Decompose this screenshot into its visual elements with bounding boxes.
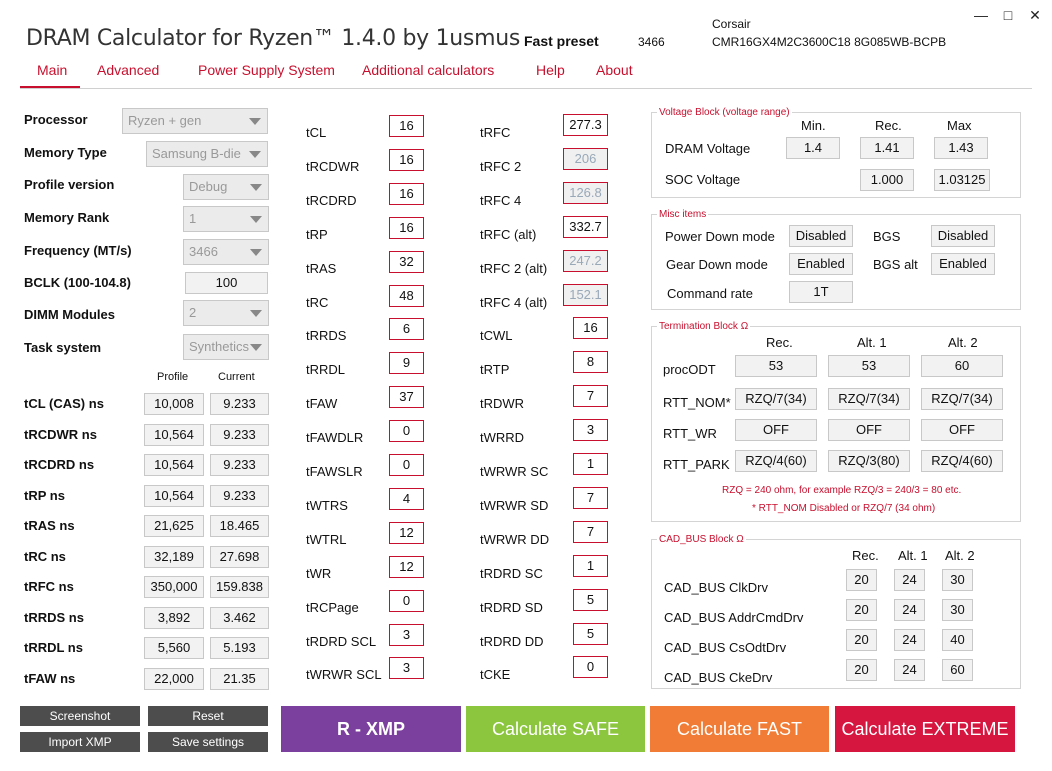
timing-label: tRFC 2 (alt): [480, 260, 548, 276]
cadbus-row-label: CAD_BUS CsOdtDrv: [664, 640, 787, 655]
timing-input[interactable]: 37: [389, 386, 424, 408]
termination-row-label: RTT_PARK: [663, 457, 730, 472]
profile-version-label: Profile version: [24, 177, 115, 192]
task-system-value: Synthetics: [189, 339, 249, 354]
cadbus-alt2-value[interactable]: 40: [942, 629, 973, 651]
cadbus-row-label: CAD_BUS AddrCmdDrv: [664, 610, 804, 625]
gear-down-label: Gear Down mode: [666, 257, 768, 272]
timing-input[interactable]: 5: [573, 589, 608, 611]
timing-label: tRTP: [480, 362, 510, 378]
cadbus-alt2-value[interactable]: 60: [942, 659, 973, 681]
timing-input[interactable]: 1: [573, 453, 608, 475]
cadbus-alt1-value[interactable]: 24: [894, 629, 925, 651]
ns-row-profile: 10,008: [144, 393, 204, 415]
timing-input[interactable]: 4: [389, 488, 424, 510]
timing-label: tRRDS: [306, 328, 347, 344]
timing-label: tRFC 4 (alt): [480, 294, 548, 310]
misc-block-title: Misc items: [659, 209, 707, 220]
timing-input[interactable]: 16: [389, 149, 424, 171]
timing-input[interactable]: 8: [573, 351, 608, 373]
timing-input[interactable]: 7: [573, 521, 608, 543]
timing-label: tRC: [306, 294, 329, 310]
memory-part-number: CMR16GX4M2C3600C18 8G085WB-BCPB: [712, 35, 947, 49]
dimm-modules-label: DIMM Modules: [24, 307, 115, 322]
timing-label: tRFC 2: [480, 158, 522, 174]
termination-alt2-value[interactable]: RZQ/7(34): [921, 388, 1003, 410]
tab-about[interactable]: About: [596, 62, 633, 78]
chevron-down-icon: [250, 249, 262, 256]
timing-label: tWRRD: [480, 430, 525, 446]
ns-row-profile: 32,189: [144, 546, 204, 568]
cadbus-rec-header: Rec.: [852, 548, 879, 563]
timing-input: 152.1: [563, 284, 608, 306]
memory-rank-select[interactable]: [183, 206, 269, 232]
termination-alt1-header: Alt. 1: [857, 335, 887, 350]
timing-label: tFAW: [306, 396, 338, 412]
voltage-max-header: Max: [947, 118, 972, 133]
timing-label: tWRWR SC: [480, 464, 549, 479]
voltage-block-title: Voltage Block (voltage range): [659, 107, 790, 118]
ns-row-profile: 10,564: [144, 424, 204, 446]
frequency-value: 3466: [189, 244, 218, 259]
ns-row-label: tRAS ns: [24, 518, 75, 533]
termination-note-rzq: RZQ = 240 ohm, for example RZQ/3 = 240/3 = 80 etc.: [722, 485, 962, 496]
processor-value: Ryzen + gen: [128, 113, 202, 128]
memory-rank-label: Memory Rank: [24, 210, 110, 225]
timing-input[interactable]: 7: [573, 385, 608, 407]
import-xmp-button[interactable]: Import XMP: [20, 732, 140, 752]
app-title: DRAM Calculator for Ryzen™ 1.4.0 by 1usmus: [26, 26, 521, 51]
ns-row-current: 3.462: [210, 607, 269, 629]
cadbus-row-label: CAD_BUS ClkDrv: [664, 580, 769, 595]
timing-input[interactable]: 12: [389, 556, 424, 578]
ns-row-current: 9.233: [210, 485, 269, 507]
termination-block-title: Termination Block Ω: [659, 321, 749, 332]
r-xmp-button[interactable]: R - XMP: [281, 706, 461, 752]
timing-label: tWTRL: [306, 531, 347, 547]
ns-row-current: 9.233: [210, 424, 269, 446]
frequency-select[interactable]: [183, 239, 269, 265]
ns-row-current: 9.233: [210, 454, 269, 476]
chevron-down-icon: [249, 118, 261, 125]
chevron-down-icon: [250, 216, 262, 223]
termination-alt2-value[interactable]: OFF: [921, 419, 1003, 441]
cadbus-alt1-value[interactable]: 24: [894, 569, 925, 591]
ns-row-current: 159.838: [210, 576, 269, 598]
ns-profile-header: Profile: [157, 371, 189, 383]
calculate-extreme-button[interactable]: Calculate EXTREME: [835, 706, 1015, 752]
termination-alt2-value[interactable]: 60: [921, 355, 1003, 377]
ns-row-profile: 10,564: [144, 485, 204, 507]
timing-input[interactable]: 9: [389, 352, 424, 374]
termination-row-label: RTT_NOM*: [663, 395, 731, 410]
timing-input[interactable]: 3: [389, 657, 424, 679]
timing-label: tRAS: [306, 260, 337, 276]
termination-alt1-value[interactable]: OFF: [828, 419, 910, 441]
minimize-button[interactable]: —: [974, 7, 988, 23]
timing-label: tRCPage: [306, 599, 359, 615]
timing-input[interactable]: 0: [389, 590, 424, 612]
cadbus-alt2-value[interactable]: 30: [942, 599, 973, 621]
preset-label: Fast preset: [524, 33, 599, 49]
chevron-down-icon: [250, 310, 262, 317]
termination-rec-value[interactable]: OFF: [735, 419, 817, 441]
cadbus-rec-value[interactable]: 20: [846, 659, 877, 681]
bgs-value[interactable]: Disabled: [931, 225, 995, 247]
timing-input[interactable]: 0: [389, 420, 424, 442]
timing-label: tWTRS: [306, 497, 348, 513]
dram-voltage-label: DRAM Voltage: [665, 141, 751, 156]
timing-label: tCWL: [480, 328, 513, 344]
ns-row-label: tCL (CAS) ns: [24, 396, 104, 411]
task-system-label: Task system: [24, 340, 102, 355]
memory-vendor: Corsair: [712, 17, 751, 31]
ns-row-label: tRCDRD ns: [24, 457, 95, 472]
termination-row-label: RTT_WR: [663, 426, 717, 441]
ns-row-current: 18.465: [210, 515, 269, 537]
power-down-label: Power Down mode: [665, 229, 775, 244]
timing-input[interactable]: 3: [573, 419, 608, 441]
memory-type-label: Memory Type: [24, 145, 107, 160]
chevron-down-icon: [249, 151, 261, 158]
processor-select[interactable]: [122, 108, 268, 134]
ns-row-current: 27.698: [210, 546, 269, 568]
soc-voltage-label: SOC Voltage: [665, 172, 741, 187]
tab-power-supply-system[interactable]: Power Supply System: [198, 62, 335, 78]
chevron-down-icon: [250, 344, 262, 351]
active-tab-underline: [20, 86, 80, 88]
cadbus-alt1-value[interactable]: 24: [894, 659, 925, 681]
ns-row-profile: 3,892: [144, 607, 204, 629]
timing-label: tFAWSLR: [306, 464, 363, 479]
timing-label: tRCDWR: [306, 158, 360, 174]
dram-voltage-max: 1.43: [934, 137, 988, 159]
memory-rank-value: 1: [189, 211, 197, 226]
cadbus-alt1-value[interactable]: 24: [894, 599, 925, 621]
timing-label: tRFC: [480, 125, 511, 140]
ns-row-label: tFAW ns: [24, 670, 76, 686]
ns-row-profile: 22,000: [144, 668, 204, 690]
timing-label: tRDRD SC: [480, 565, 543, 581]
timing-input: 247.2: [563, 250, 608, 272]
ns-row-current: 5.193: [210, 637, 269, 659]
ns-row-profile: 350,000: [144, 576, 204, 598]
cadbus-rec-value[interactable]: 20: [846, 599, 877, 621]
reset-button[interactable]: Reset: [148, 706, 268, 726]
nav-divider: [20, 88, 1032, 89]
voltage-min-header: Min.: [801, 118, 826, 133]
timing-label: tRCDRD: [306, 192, 357, 208]
termination-rec-value[interactable]: RZQ/4(60): [735, 450, 817, 472]
timing-input[interactable]: 0: [389, 454, 424, 476]
cadbus-rec-value[interactable]: 20: [846, 629, 877, 651]
processor-label: Processor: [24, 112, 88, 127]
timing-input[interactable]: 32: [389, 251, 424, 273]
profile-version-select[interactable]: [183, 174, 269, 200]
ns-row-profile: 5,560: [144, 637, 204, 659]
chevron-down-icon: [250, 184, 262, 191]
timing-input[interactable]: 16: [389, 217, 424, 239]
termination-rec-value[interactable]: 53: [735, 355, 817, 377]
timing-input[interactable]: 16: [573, 317, 608, 339]
timing-input[interactable]: 7: [573, 487, 608, 509]
termination-alt1-value[interactable]: 53: [828, 355, 910, 377]
timing-label: tRFC 4: [480, 192, 522, 208]
profile-version-value: Debug: [189, 179, 228, 194]
timing-input[interactable]: 332.7: [563, 216, 608, 238]
ns-row-profile: 10,564: [144, 454, 204, 476]
cadbus-alt2-value[interactable]: 30: [942, 569, 973, 591]
timing-label: tRDRD SD: [480, 599, 543, 615]
timing-label: tCL: [306, 125, 327, 140]
maximize-button[interactable]: □: [1003, 7, 1013, 23]
calculate-safe-button[interactable]: Calculate SAFE: [466, 706, 645, 752]
timing-label: tWRWR SCL: [306, 667, 382, 683]
dimm-modules-value: 2: [189, 305, 197, 320]
ns-row-current: 21.35: [210, 668, 269, 690]
timing-input[interactable]: 0: [573, 656, 608, 678]
ns-row-label: tRP ns: [24, 487, 65, 503]
timing-input: 126.8: [563, 182, 608, 204]
timing-label: tRRDL: [306, 362, 346, 378]
screenshot-button[interactable]: Screenshot: [20, 706, 140, 726]
tab-advanced[interactable]: Advanced: [97, 62, 160, 78]
cadbus-alt1-header: Alt. 1: [898, 548, 928, 563]
ns-row-label: tRCDWR ns: [24, 426, 97, 442]
cadbus-alt2-header: Alt. 2: [945, 548, 975, 563]
dimm-modules-select[interactable]: [183, 300, 269, 326]
timing-input[interactable]: 5: [573, 623, 608, 645]
timing-input[interactable]: 277.3: [563, 114, 608, 136]
termination-alt2-value[interactable]: RZQ/4(60): [921, 450, 1003, 472]
ns-row-label: tRFC ns: [24, 579, 74, 594]
timing-label: tWR: [306, 565, 332, 581]
save-settings-button[interactable]: Save settings: [148, 732, 268, 752]
bgs-alt-label: BGS alt: [873, 257, 918, 272]
termination-alt1-value[interactable]: RZQ/7(34): [828, 388, 910, 410]
termination-alt2-header: Alt. 2: [948, 335, 978, 350]
timing-input[interactable]: 12: [389, 522, 424, 544]
gear-down-value[interactable]: Enabled: [789, 253, 853, 275]
bgs-label: BGS: [873, 229, 901, 244]
bclk-label: BCLK (100-104.8): [24, 275, 131, 290]
timing-label: tRDRD SCL: [306, 633, 377, 649]
termination-rec-header: Rec.: [766, 335, 793, 350]
termination-alt1-value[interactable]: RZQ/3(80): [828, 450, 910, 472]
calculate-fast-button[interactable]: Calculate FAST: [650, 706, 829, 752]
voltage-rec-header: Rec.: [875, 118, 902, 133]
timing-input[interactable]: 1: [573, 555, 608, 577]
preset-frequency: 3466: [638, 35, 665, 49]
frequency-label: Frequency (MT/s): [24, 243, 132, 258]
soc-voltage-max: 1.03125: [934, 169, 990, 191]
close-button[interactable]: ✕: [1029, 7, 1041, 23]
timing-input: 206: [563, 148, 608, 170]
memory-type-value: Samsung B-die: [152, 146, 241, 161]
cadbus-rec-value[interactable]: 20: [846, 569, 877, 591]
bgs-alt-value[interactable]: Enabled: [931, 253, 995, 275]
timing-label: tWRWR SD: [480, 497, 549, 513]
timing-label: tRDWR: [480, 396, 525, 412]
timing-input[interactable]: 16: [389, 115, 424, 137]
tab-main[interactable]: Main: [37, 62, 68, 78]
task-system-select[interactable]: [183, 334, 269, 360]
timing-input[interactable]: 6: [389, 318, 424, 340]
command-rate-value[interactable]: 1T: [789, 281, 853, 303]
power-down-value[interactable]: Disabled: [789, 225, 853, 247]
ns-row-current: 9.233: [210, 393, 269, 415]
timing-input[interactable]: 16: [389, 183, 424, 205]
tab-help[interactable]: Help: [536, 62, 565, 78]
ns-row-label: tRRDS ns: [24, 609, 84, 625]
cadbus-block-title: CAD_BUS Block Ω: [659, 534, 744, 545]
ns-current-header: Current: [218, 371, 255, 383]
ns-row-profile: 21,625: [144, 515, 204, 537]
dram-voltage-min: 1.4: [786, 137, 840, 159]
dram-voltage-rec: 1.41: [860, 137, 914, 159]
timing-label: tFAWDLR: [306, 430, 364, 446]
memory-type-select[interactable]: [146, 141, 268, 167]
cadbus-row-label: CAD_BUS CkeDrv: [664, 670, 773, 685]
timing-label: tRP: [306, 226, 328, 242]
soc-voltage-rec: 1.000: [860, 169, 914, 191]
command-rate-label: Command rate: [667, 286, 753, 301]
termination-rec-value[interactable]: RZQ/7(34): [735, 388, 817, 410]
ns-row-label: tRRDL ns: [24, 640, 83, 655]
termination-row-label: procODT: [663, 362, 716, 377]
termination-note-rtt-nom: * RTT_NOM Disabled or RZQ/7 (34 ohm): [752, 503, 936, 514]
timing-input[interactable]: 3: [389, 624, 424, 646]
bclk-input[interactable]: 100: [185, 272, 268, 294]
timing-label: tRFC (alt): [480, 226, 537, 242]
timing-input[interactable]: 48: [389, 285, 424, 307]
timing-label: tCKE: [480, 667, 511, 683]
timing-label: tRDRD DD: [480, 633, 544, 649]
timing-label: tWRWR DD: [480, 531, 550, 547]
tab-additional-calculators[interactable]: Additional calculators: [362, 62, 495, 78]
ns-row-label: tRC ns: [24, 548, 66, 564]
